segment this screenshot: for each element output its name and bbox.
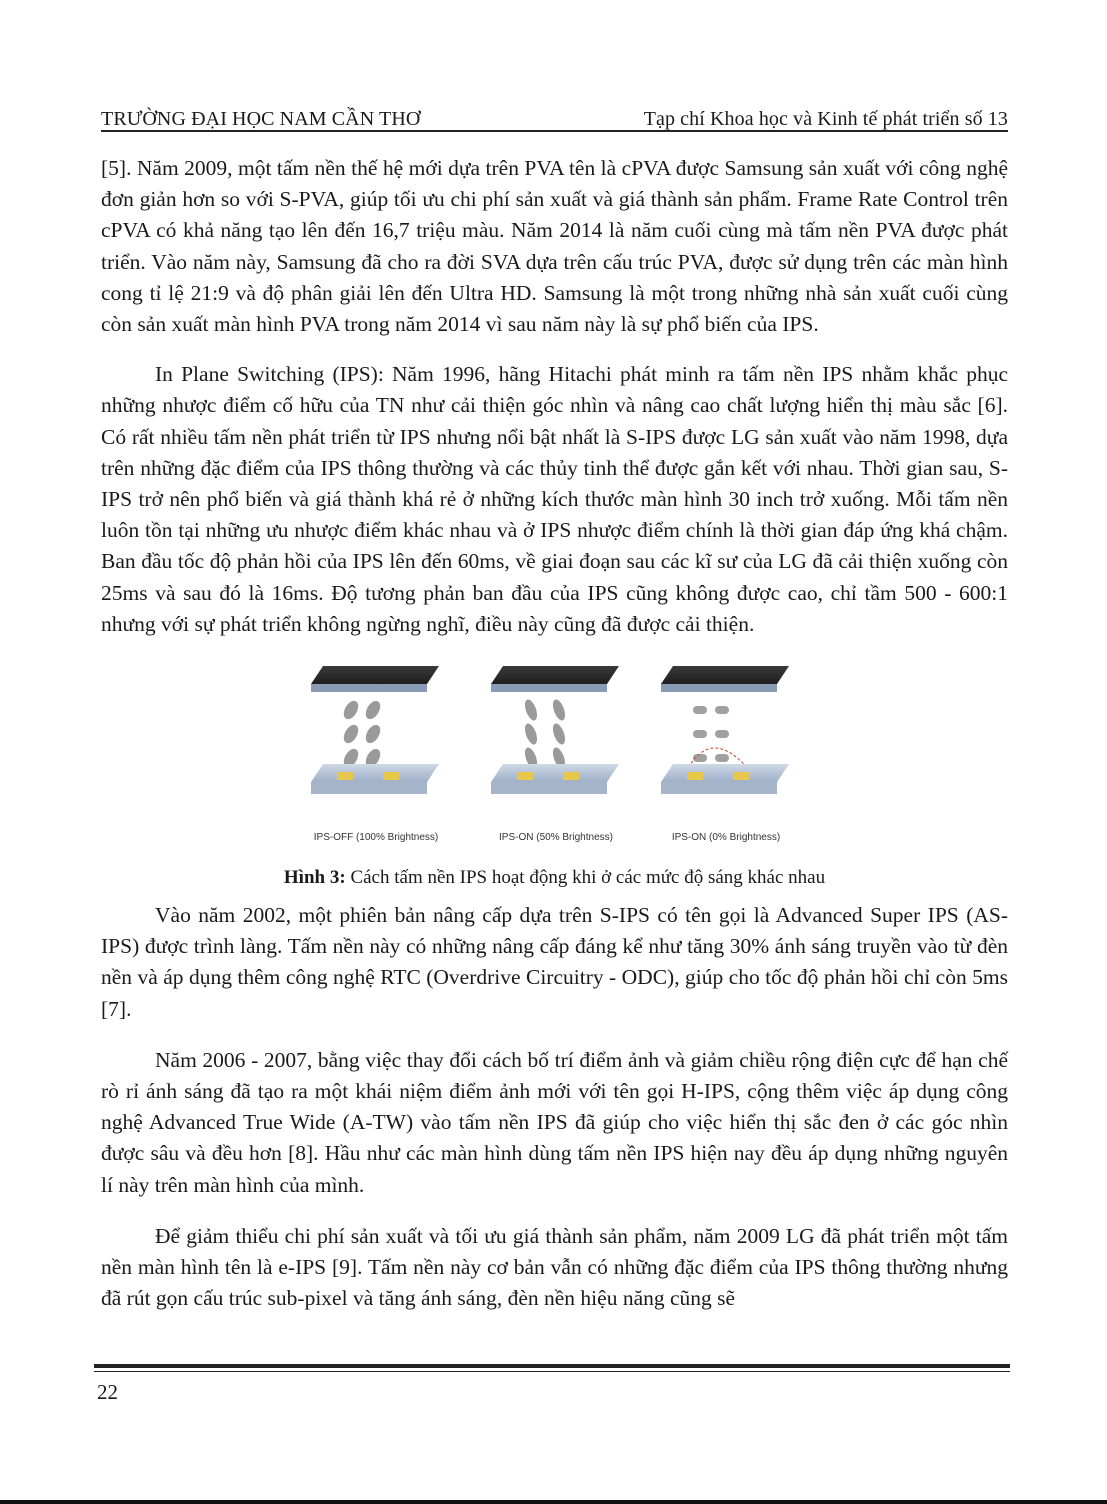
paragraph: Năm 2006 - 2007, bằng việc thay đổi cách bố trí điểm ảnh và giảm chiều rộng điện cực để hạn chế rò rỉ ánh sáng đã tạo ra một khái niệm điểm ảnh mới với tên gọi H-IPS, cộng thêm việc áp dụng công nghệ Advanced True Wide (A-TW) vào tấm nền IPS đã giúp cho việc hiển thị sắc đen ở các góc nhìn được sâu và đều hơn [8]. Hầu như các màn hình dùng tấm nền IPS hiện nay đều áp dụng những nguyên lí này trên màn hình của mình. <box>101 1047 1008 1197</box>
ips-panel-half <box>491 666 619 794</box>
paragraph: [5]. Năm 2009, một tấm nền thế hệ mới dựa trên PVA tên là cPVA được Samsung sản xuất với công nghệ đơn giản hơn so với S-PVA, giúp tối ưu chi phí sản xuất và giá thành sản phẩm. Frame Rate Control trên cPVA có khả năng tạo lên đến 16,7 triệu màu. Năm 2014 là năm cuối cùng mà tấm nền PVA được phát triển. Vào năm này, Samsung đã cho ra đời SVA dựa trên cấu trúc PVA, được sử dụng trên các màn hình cong tỉ lệ 21:9 và độ phân giải lên đến Ultra HD. Samsung là một trong những nhà sản xuất cuối cùng còn sản xuất màn hình PVA trong năm 2014 vì sau năm này là sự phổ biến của IPS. <box>101 156 1008 337</box>
ips-panel-on <box>661 666 789 794</box>
panel-label-half: IPS-ON (50% Brightness) <box>499 832 613 844</box>
figure-ips-panels <box>101 654 1008 854</box>
panel-label-on: IPS-ON (0% Brightness) <box>671 832 781 844</box>
page-edge-line <box>0 1500 1107 1504</box>
header-institution: TRƯỜNG ĐẠI HỌC NAM CẦN THƠ <box>101 108 421 130</box>
caption-label: Hình 3: <box>283 867 346 889</box>
running-header <box>101 101 1008 131</box>
panel-label-off: IPS-OFF (100% Brightness) <box>313 832 439 844</box>
caption-text: Cách tấm nền IPS hoạt động khi ở các mức độ sáng khác nhau <box>345 867 826 889</box>
page-body <box>101 153 1008 1314</box>
paragraph: Để giảm thiểu chi phí sản xuất và tối ưu giá thành sản phẩm, năm 2009 LG đã phát triển một tấm nền màn hình tên là e-IPS [9]. Tấm nền này cơ bản vẫn có những đặc điểm của IPS thông thường nhưng đã rút gọn cấu trúc sub-pixel và tăng ánh sáng, đèn nền hiệu năng cũng sẽ <box>101 1223 1008 1311</box>
page-number: 22 <box>97 1380 118 1404</box>
footer-rule-thin <box>94 1371 1010 1372</box>
paragraph: In Plane Switching (IPS): Năm 1996, hãng Hitachi phát minh ra tấm nền IPS nhằm khắc phục những nhược điểm cố hữu của TN như cải thiện góc nhìn và nâng cao chất lượng hiển thị màu sắc [6]. Có rất nhiều tấm nền phát triển từ IPS nhưng nổi bật nhất là S-IPS được LG sản xuất vào năm 1998, dựa trên những đặc điểm của IPS thông thường và các thủy tinh thể được gắn kết với nhau. Thời gian sau, S-IPS trở nên phổ biến và giá thành khá rẻ ở những kích thước màn hình 30 inch trở xuống. Mỗi tấm nền luôn tồn tại những ưu nhược điểm khác nhau và ở IPS nhược điểm chính là thời gian đáp ứng khá chậm. Ban đầu tốc độ phản hồi của IPS lên đến 60ms, về giai đoạn sau các kĩ sư của LG đã cải thiện xuống còn 25ms và sau đó là 16ms. Độ tương phản ban đầu của IPS cũng không được cao, chỉ tầm 500 - 600:1 nhưng với sự phát triển không ngừng nghĩ, điều này cũng đã được cải thiện. <box>101 362 1008 636</box>
header-journal: Tạp chí Khoa học và Kinh tế phát triển số 13 <box>643 108 1008 130</box>
figure-caption <box>101 864 1008 892</box>
paragraph: Vào năm 2002, một phiên bản nâng cấp dựa trên S-IPS có tên gọi là Advanced Super IPS (AS-IPS) được trình làng. Tấm nền này có những nâng cấp đáng kể như tăng 30% ánh sáng truyền vào từ đèn nền và áp dụng thêm công nghệ RTC (Overdrive Circuitry - ODC), giúp cho tốc độ phản hồi chỉ còn 5ms [7]. <box>101 903 1008 1021</box>
ips-panel-off <box>311 666 439 794</box>
footer-rule-thick <box>94 1364 1010 1368</box>
ips-diagram <box>301 654 821 854</box>
header-rule <box>101 130 1008 132</box>
